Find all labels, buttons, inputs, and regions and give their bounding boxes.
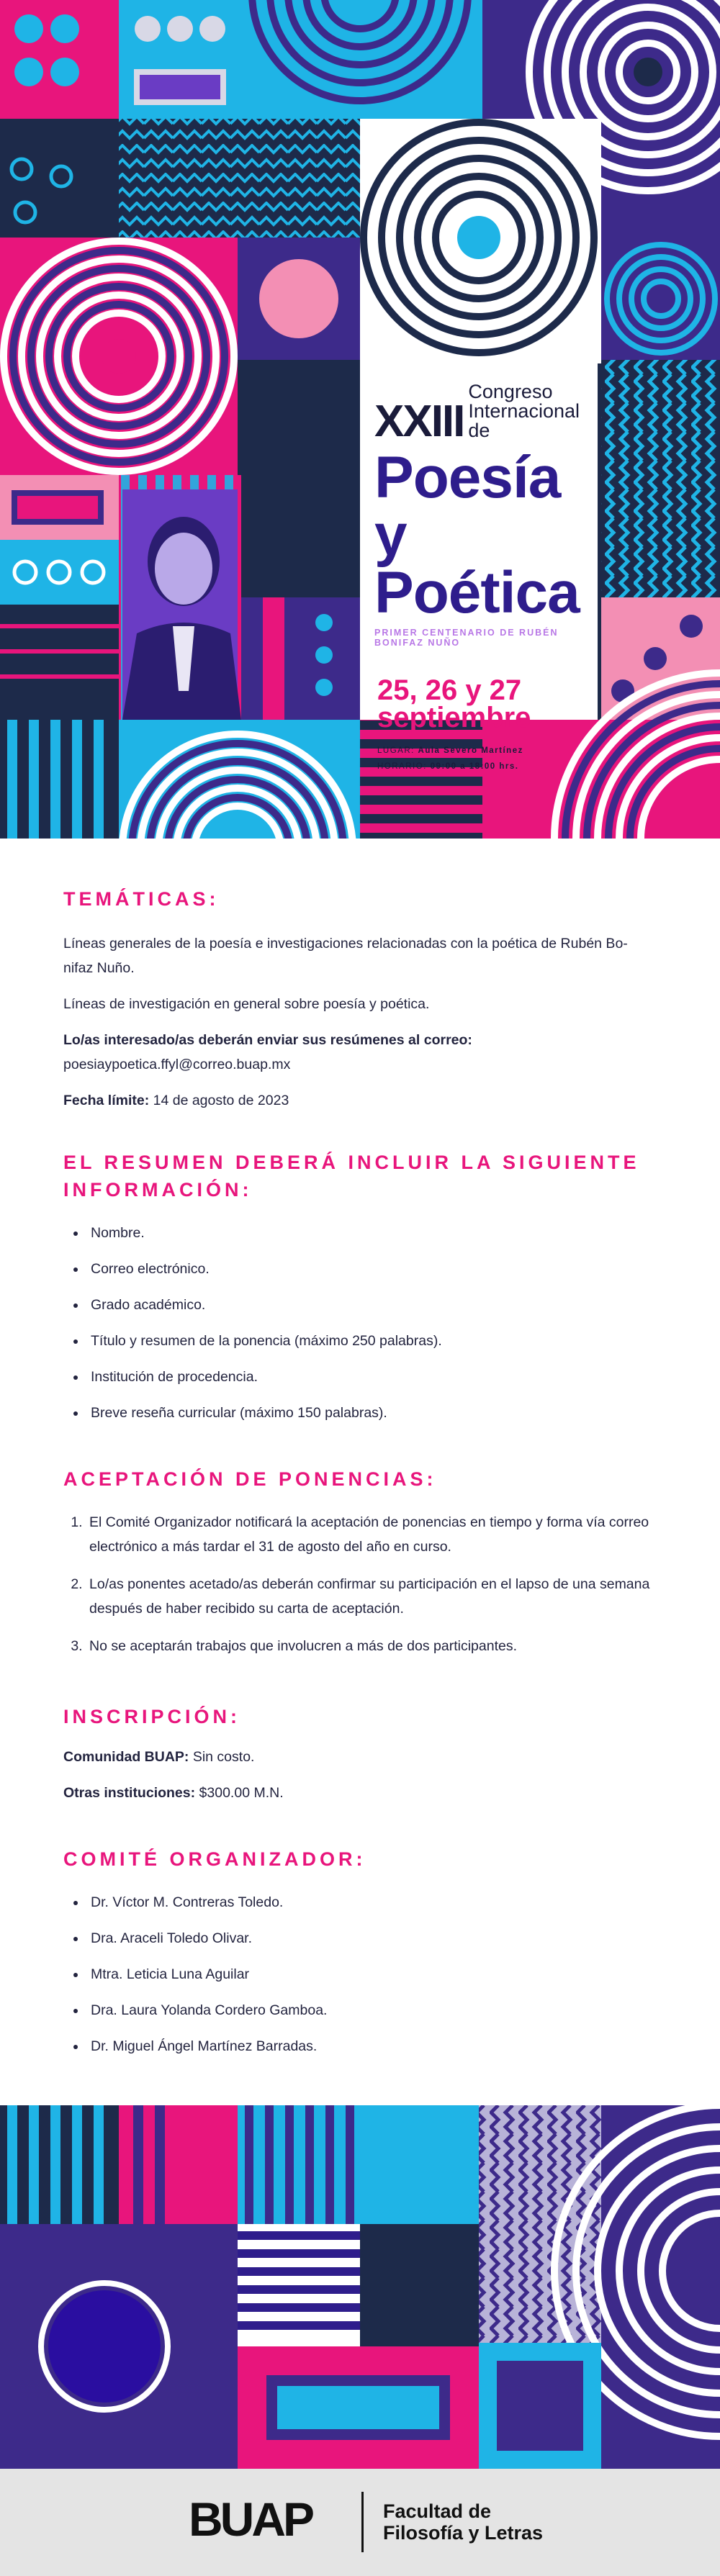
- list-item: 3. No se aceptarán trabajos que involucren a más de dos participantes.: [86, 1634, 661, 1658]
- faculty-line-1: Facultad de: [383, 2500, 492, 2522]
- event-info: [377, 743, 583, 774]
- list-item: • Dr. Miguel Ángel Martínez Barradas.: [86, 2034, 661, 2058]
- event-dates: [377, 674, 583, 733]
- resumen-heading-line-2: INFORMACIÓN:: [63, 1179, 253, 1201]
- list-item: 2. Lo/as ponentes acetado/as deberán confirmar su participación en el lapso de una semana después de haber recibido su carta de aceptación.: [86, 1572, 661, 1621]
- event-subtitle: PRIMER CENTENARIO DE RUBÉN BONIFAZ NUÑO: [374, 628, 559, 648]
- comite-list: [63, 1890, 661, 2058]
- buap-logo: BUAP: [189, 2493, 312, 2546]
- call-content: [63, 885, 661, 2070]
- congreso-line-1: Congreso: [468, 381, 553, 402]
- list-item: • Dr. Víctor M. Contreras Toledo.: [86, 1890, 661, 1915]
- fee-otras-label: Otras instituciones:: [63, 1785, 196, 1801]
- tematicas-line-2: Líneas de investigación en general sobre poesía y poética.: [63, 996, 430, 1012]
- deadline: [63, 1088, 661, 1113]
- edition-number: XXIII: [374, 397, 464, 446]
- inscripcion-heading: INSCRIPCIÓN:: [63, 1706, 241, 1727]
- faculty-name: [383, 2500, 543, 2544]
- footer-pattern: [0, 2105, 720, 2469]
- resumen-heading-line-1: EL RESUMEN DEBERÁ INCLUIR LA SIGUIENTE: [63, 1152, 640, 1173]
- send-label: Lo/as interesado/as deberán enviar sus resúmenes al correo:: [63, 1032, 472, 1048]
- congreso-line-2: Internacional de: [468, 400, 580, 441]
- title-line-1: Poesía y: [374, 445, 561, 568]
- list-item: • Título y resumen de la ponencia (máximo 250 palabras).: [86, 1329, 661, 1353]
- event-title: [374, 445, 583, 625]
- dates-line-2: septiembre: [377, 702, 531, 733]
- tematicas-line-1a: Líneas generales de la poesía e investigaciones relacionadas con la poética de Rubén Bo-: [63, 936, 628, 952]
- fee-otras: [63, 1781, 661, 1805]
- fee-buap-label: Comunidad BUAP:: [63, 1749, 189, 1765]
- contact-email[interactable]: poesiaypoetica.ffyl@correo.buap.mx: [63, 1057, 291, 1072]
- tematicas-heading: TEMÁTICAS:: [63, 888, 220, 910]
- congreso-label: [468, 382, 583, 440]
- aceptacion-list: [63, 1510, 661, 1658]
- fee-buap-value: Sin costo.: [192, 1749, 255, 1765]
- deadline-value: 14 de agosto de 2023: [153, 1093, 289, 1108]
- list-item: • Grado académico.: [86, 1293, 661, 1317]
- faculty-line-2: Filosofía y Letras: [383, 2522, 544, 2544]
- list-item: • Dra. Araceli Toledo Olivar.: [86, 1926, 661, 1951]
- list-item: 1. El Comité Organizador notificará la aceptación de ponencias en tiempo y forma vía correo electrónico a más tardar el 31 de agosto del año en curso.: [86, 1510, 661, 1559]
- comite-heading: COMITÉ ORGANIZADOR:: [63, 1848, 366, 1870]
- place-label: LUGAR:: [377, 746, 415, 755]
- list-item: • Mtra. Leticia Luna Aguilar: [86, 1962, 661, 1987]
- title-line-2: Poética: [374, 560, 580, 625]
- deadline-label: Fecha límite:: [63, 1093, 150, 1108]
- hero-poster: [0, 0, 720, 839]
- fee-otras-value: $300.00 M.N.: [199, 1785, 284, 1801]
- time-value: 09:00 a 18:00 hrs.: [430, 762, 519, 771]
- title-card: [360, 363, 598, 771]
- resumen-heading: [63, 1149, 661, 1203]
- footer-pattern-art: [0, 2105, 720, 2469]
- tematicas-line-1: [63, 931, 661, 980]
- list-item: • Correo electrónico.: [86, 1257, 661, 1281]
- fee-buap: [63, 1745, 661, 1769]
- list-item: • Nombre.: [86, 1221, 661, 1245]
- time-label: HORARIO:: [377, 762, 427, 771]
- dates-line-1: 25, 26 y 27: [377, 674, 522, 706]
- institution-footer: [0, 2469, 720, 2576]
- send-instructions: [63, 1028, 661, 1077]
- place-value: Aula Severo Martínez: [418, 746, 523, 755]
- resumen-list: [63, 1221, 661, 1425]
- list-item: • Institución de procedencia.: [86, 1365, 661, 1389]
- list-item: • Dra. Laura Yolanda Cordero Gamboa.: [86, 1998, 661, 2023]
- logo-divider: [361, 2492, 364, 2552]
- tematicas-line-1b: nifaz Nuño.: [63, 960, 135, 976]
- list-item: • Breve reseña curricular (máximo 150 palabras).: [86, 1401, 661, 1425]
- aceptacion-heading: ACEPTACIÓN DE PONENCIAS:: [63, 1468, 437, 1490]
